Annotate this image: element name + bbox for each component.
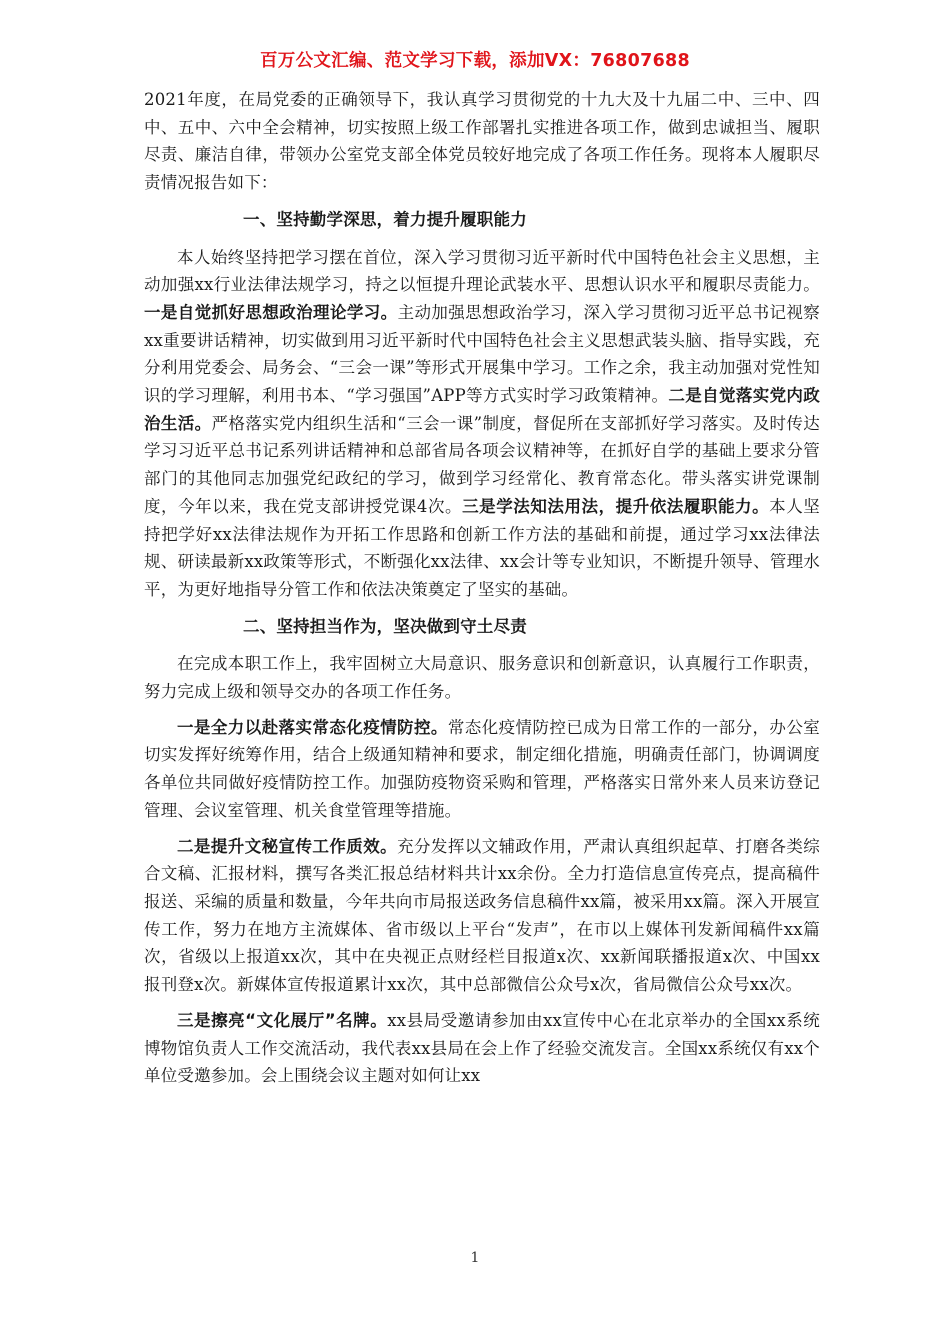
section-2-intro: 在完成本职工作上，我牢固树立大局意识、服务意识和创新意识，认真履行工作职责，努力完成上级和领导交办的各项工作任务。 <box>144 654 820 702</box>
section-2-item-2 <box>144 833 820 999</box>
item-1-text: 常态化疫情防控已成为日常工作的一部分，办公室切实发挥好统筹作用，结合上级通知精神和要求，制定细化措施，明确责任部门，协调调度各单位共同做好疫情防控工作。加强防疫物资采购和管理，严格落实日常外来人员来访登记管理、会议室管理、机关食堂管理等措施。 <box>144 717 820 820</box>
section-2-heading: 二、坚持担当作为，坚决做到守土尽责 <box>243 616 527 636</box>
item-3-text: xx县局受邀请参加由xx宣传中心在北京举办的全国xx系统博物馆负责人工作交流活动，我代表xx县局在会上作了经验交流发言。全国xx系统仅有xx个单位受邀参加。会上围绕会议主题对如何让xx <box>144 1010 820 1086</box>
section-2-item-3 <box>144 1007 820 1090</box>
item-3-bold: 三是擦亮“文化展厅”名牌。 <box>177 1010 388 1030</box>
item-2-text: 充分发挥以文辅政作用，严肃认真组织起草、打磨各类综合文稿、汇报材料，撰写各类汇报总结材料共计xx余份。全力打造信息宣传亮点，提高稿件报送、采编的质量和数量，今年共向市局报送政务信息稿件xx篇，被采用xx篇。深入开展宣传工作，努力在地方主流媒体、省市级以上平台“发声”，在市以上媒体刊发新闻稿件xx篇次，省级以上报道xx次，其中在央视正点财经栏目报道x次、xx新闻联播报道x次、中国xx报刊登x次。新媒体宣传报道累计xx次，其中总部微信公众号x次，省局微信公众号xx次。 <box>144 836 821 995</box>
section-1-bold-3: 三是学法知法用法，提升依法履职能力。 <box>462 496 770 516</box>
intro-paragraph: 2021年度，在局党委的正确领导下，我认真学习贯彻党的十九大及十九届二中、三中、四中、五中、六中全会精神，切实按照上级工作部署扎实推进各项工作，做到忠诚担当、履职尽责、廉洁自律，带领办公室党支部全体党员较好地完成了各项工作任务。现将本人履职尽责情况报告如下： <box>144 90 820 193</box>
item-2-bold: 二是提升文秘宣传工作质效。 <box>177 836 398 856</box>
section-1-bold-1: 一是自觉抓好思想政治理论学习。 <box>144 302 398 322</box>
document-body <box>144 86 820 1090</box>
section-1-text-c: 主动加强思想政治学习，深入学习贯彻习近平总书记视察xx重要讲话精神，切实做到用习近平新时代中国特色社会主义思想武装头脑、指导实践，充分利用党委会、局务会、“三会一课”等形式开展集中学习。工作之余，我主动加强对党性知识的学习理解，利用书本、“学习强国”APP等方式实时学习政策精神。 <box>144 302 821 406</box>
section-1-heading: 一、坚持勤学深思，着力提升履职能力 <box>243 209 527 229</box>
section-1-paragraph <box>144 244 820 604</box>
watermark-banner: 百万公文汇编、范文学习下载，添加VX：76807688 <box>259 51 691 71</box>
section-1-bold-2: 二是自觉落实党内政治生活。 <box>144 386 820 433</box>
section-2-item-1 <box>144 714 820 825</box>
section-1-text-d: 严格落实党内组织生活和“三会一课”制度，督促所在支部抓好学习落实。及时传达学习习近平总书记系列讲话精神和总部省局各项会议精神等，在抓好自学的基础上要求分管部门的其他同志加强党纪政纪的学习，做到学习经常化、教育常态化。带头落实讲党课制度，今年以来，我在党支部讲授党课4次。 <box>144 413 820 516</box>
section-1-text-a: 本人始终坚持把学习摆在首位，深入学习贯彻习近平新时代中国特色社会主义思想，主动加强xx行业法律法规学习，持之以恒提升理论武装水平、思想认识水平和履职尽责能力。 <box>144 247 820 295</box>
page-number: 1 <box>470 1250 480 1266</box>
item-1-bold: 一是全力以赴落实常态化疫情防控。 <box>177 717 448 737</box>
section-1-text-e: 本人坚持把学好xx法律法规作为开拓工作思路和创新工作方法的基础和前提，通过学习xx法律法规、研读最新xx政策等形式，不断强化xx法律、xx会计等专业知识，不断提升领导、管理水平，为更好地指导分管工作和依法决策奠定了坚实的基础。 <box>144 496 820 599</box>
